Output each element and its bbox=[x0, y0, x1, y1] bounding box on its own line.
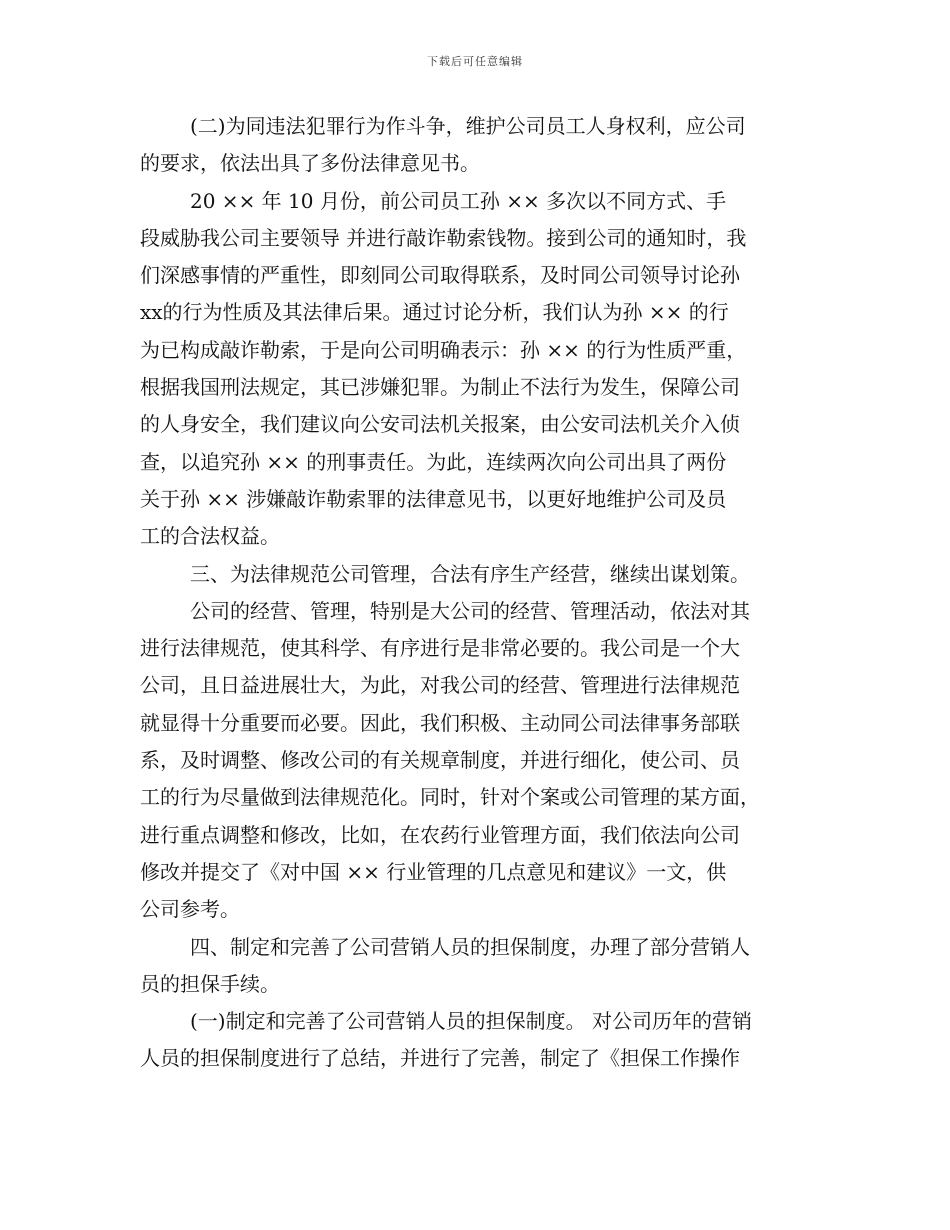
text-line: 员的担保手续。 bbox=[140, 971, 280, 996]
text-line: 的要求，依法出具了多份法律意见书。 bbox=[140, 151, 480, 176]
text-line: 查，以追究孙 ×× 的刑事责任。为此，连续两次向公司出具了两份 bbox=[140, 449, 727, 474]
section-heading bbox=[140, 556, 808, 593]
text-line: 四、制定和完善了公司营销人员的担保制度，办理了部分营销人 bbox=[190, 934, 750, 959]
text-line: (二)为同违法犯罪行为作斗争，维护公司员工人身权利，应公司 bbox=[190, 114, 746, 138]
text-line: 公司参考。 bbox=[140, 897, 240, 922]
text-line: 工的合法权益。 bbox=[140, 524, 280, 549]
text-line: 三、为法律规范公司管理，合法有序生产经营，继续出谋划策。 bbox=[190, 561, 750, 586]
page-header: 下载后可任意编辑 bbox=[427, 55, 523, 68]
text-line: 段威胁我公司主要领导 并进行敲诈勒索钱物。接到公司的通知时，我 bbox=[140, 225, 747, 250]
paragraph bbox=[140, 593, 808, 929]
text-line: 进行重点调整和修改，比如，在农药行业管理方面，我们依法向公司 bbox=[140, 822, 740, 847]
paragraph bbox=[140, 108, 808, 183]
text-line: 关于孙 ×× 涉嫌敲诈勒索罪的法律意见书，以更好地维护公司及员 bbox=[140, 486, 727, 511]
text-line: 人员的担保制度进行了总结，并进行了完善，制定了《担保工作操作 bbox=[140, 1046, 740, 1071]
text-line: xx的行为性质及其法律后果。通过讨论分析，我们认为孙 ×× 的行 bbox=[140, 300, 729, 325]
paragraph bbox=[140, 183, 808, 556]
text-line: 20 ×× 年 10 月份，前公司员工孙 ×× 多次以不同方式、手 bbox=[190, 188, 727, 213]
document-body bbox=[140, 108, 808, 1078]
text-line: 根据我国刑法规定，其已涉嫌犯罪。为制止不法行为发生，保障公司 bbox=[140, 375, 740, 400]
section-heading bbox=[140, 929, 808, 1004]
text-line: 的人身安全，我们建议向公安司法机关报案，由公安司法机关介入侦 bbox=[140, 412, 740, 437]
text-line: 进行法律规范，使其科学、有序进行是非常必要的。我公司是一个大 bbox=[140, 636, 740, 661]
text-line: 公司的经营、管理，特别是大公司的经营、管理活动，依法对其 bbox=[190, 598, 750, 623]
text-line: (一)制定和完善了公司营销人员的担保制度。 对公司历年的营销 bbox=[190, 1009, 752, 1034]
paragraph bbox=[140, 1003, 808, 1078]
text-line: 们深感事情的严重性，即刻同公司取得联系，及时同公司领导讨论孙 bbox=[140, 263, 740, 288]
text-line: 修改并提交了《对中国 ×× 行业管理的几点意见和建议》一文，供 bbox=[140, 859, 727, 884]
text-line: 为已构成敲诈勒索，于是向公司明确表示：孙 ×× 的行为性质严重， bbox=[140, 337, 747, 362]
text-line: 就显得十分重要而必要。因此，我们积极、主动同公司法律事务部联 bbox=[140, 710, 740, 735]
text-line: 工的行为尽量做到法律规范化。同时，针对个案或公司管理的某方面， bbox=[140, 785, 760, 810]
text-line: 系，及时调整、修改公司的有关规章制度，并进行细化，使公司、员 bbox=[140, 748, 740, 773]
text-line: 公司，且日益进展壮大，为此，对我公司的经营、管理进行法律规范 bbox=[140, 673, 740, 698]
